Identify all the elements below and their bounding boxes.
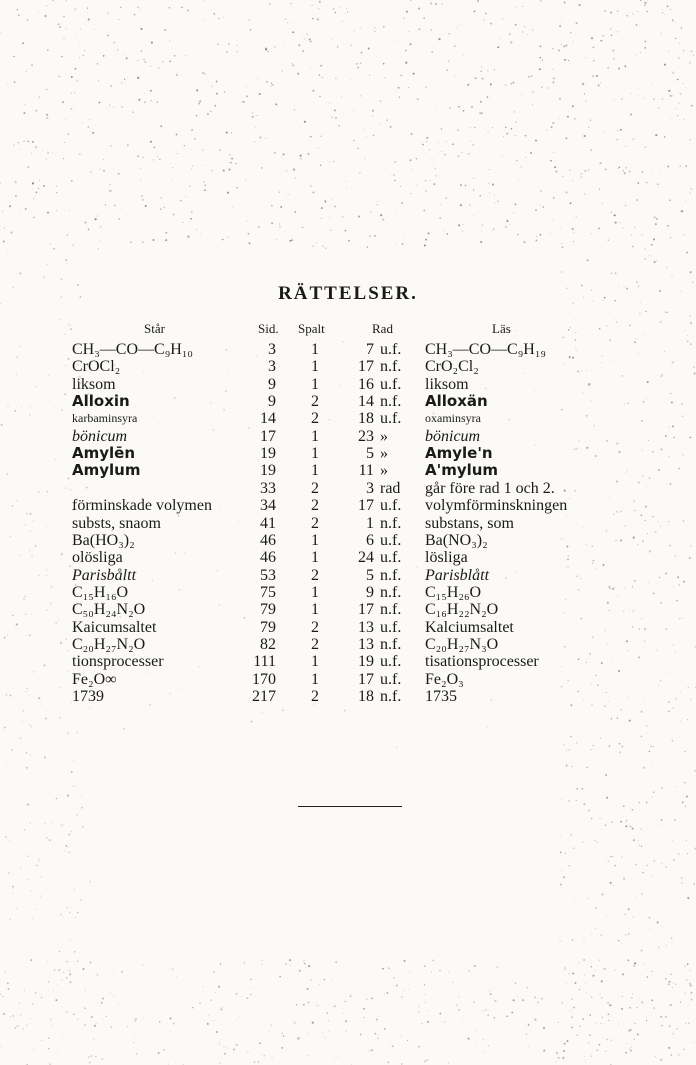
- cell-rad-position: »: [380, 445, 388, 463]
- cell-rad-number: 1: [366, 514, 374, 532]
- cell-las: substans, som: [425, 514, 514, 532]
- errata-row: [0, 497, 696, 514]
- cell-rad-position: n.f.: [380, 635, 402, 653]
- cell-rad-position: »: [380, 427, 388, 445]
- cell-rad-position: u.f.: [380, 410, 402, 428]
- cell-sid: 46: [260, 531, 276, 549]
- header-sid: Sid.: [258, 321, 279, 336]
- cell-star: C₂₀H₂₇N₂O: [72, 635, 146, 653]
- cell-sid: 53: [260, 566, 276, 584]
- cell-sid: 33: [260, 479, 276, 497]
- cell-rad-position: n.f.: [380, 358, 402, 376]
- cell-spalt: 1: [311, 653, 319, 671]
- errata-row: [0, 549, 696, 566]
- cell-rad-number: 13: [358, 618, 374, 636]
- cell-spalt: 1: [311, 531, 319, 549]
- cell-star: Fe₂O∞: [72, 670, 117, 688]
- cell-las: tisationsprocesser: [425, 653, 539, 671]
- cell-sid: 217: [252, 688, 276, 705]
- cell-sid: 75: [260, 583, 276, 601]
- cell-spalt: 1: [311, 427, 319, 445]
- cell-spalt: 2: [311, 635, 319, 653]
- cell-spalt: 1: [311, 341, 319, 358]
- cell-star: Parisbåltt: [72, 566, 137, 584]
- cell-sid: 9: [268, 375, 276, 393]
- cell-rad-number: 17: [358, 497, 374, 515]
- cell-las: Kalciumsaltet: [425, 618, 514, 636]
- header-las: Läs: [492, 321, 511, 336]
- errata-row: [0, 619, 696, 636]
- cell-sid: 19: [260, 462, 276, 480]
- errata-row: [0, 393, 696, 410]
- cell-rad-position: n.f.: [380, 601, 402, 619]
- cell-sid: 79: [260, 601, 276, 619]
- cell-las: Parisblått: [425, 566, 490, 584]
- errata-row: [0, 636, 696, 653]
- cell-rad-number: 3: [366, 479, 374, 497]
- errata-row: [0, 671, 696, 688]
- cell-sid: 17: [260, 427, 276, 445]
- cell-sid: 82: [260, 635, 276, 653]
- cell-las: volymförminskningen: [425, 497, 568, 515]
- cell-rad-number: 13: [358, 635, 374, 653]
- cell-star: 1739: [72, 688, 104, 705]
- cell-sid: 19: [260, 445, 276, 463]
- cell-rad-number: 17: [358, 358, 374, 376]
- cell-spalt: 2: [311, 497, 319, 515]
- cell-spalt: 2: [311, 410, 319, 428]
- cell-sid: 14: [260, 410, 276, 428]
- cell-las: 1735: [425, 688, 457, 705]
- cell-spalt: 2: [311, 479, 319, 497]
- cell-rad-number: 18: [358, 688, 374, 705]
- cell-rad-number: 17: [358, 601, 374, 619]
- cell-rad-position: u.f.: [380, 497, 402, 515]
- errata-row: [0, 515, 696, 532]
- cell-rad-number: 24: [358, 549, 374, 567]
- cell-spalt: 2: [311, 566, 319, 584]
- cell-star: Alloxin: [72, 392, 130, 411]
- cell-spalt: 2: [311, 514, 319, 532]
- header-rad: Rad: [372, 321, 393, 336]
- cell-las: går före rad 1 och 2.: [425, 479, 555, 497]
- cell-las: liksom: [425, 375, 469, 393]
- cell-star: Amylum: [72, 461, 141, 480]
- cell-spalt: 1: [311, 670, 319, 688]
- closing-rule: [298, 806, 402, 807]
- cell-rad-number: 7: [366, 341, 374, 358]
- cell-star: CH₃—CO—C₉H₁₀: [72, 341, 193, 358]
- cell-rad-position: u.f.: [380, 653, 402, 671]
- cell-rad-position: n.f.: [380, 566, 402, 584]
- cell-rad-position: u.f.: [380, 341, 402, 358]
- cell-spalt: 2: [311, 618, 319, 636]
- cell-star: olösliga: [72, 549, 123, 567]
- errata-row: [0, 584, 696, 601]
- cell-spalt: 1: [311, 583, 319, 601]
- cell-las: C₁₆H₂₂N₂O: [425, 601, 499, 619]
- errata-row: [0, 376, 696, 393]
- cell-rad-number: 5: [366, 566, 374, 584]
- cell-rad-number: 11: [358, 462, 374, 480]
- cell-star: CrOCl₂: [72, 358, 121, 376]
- cell-sid: 170: [252, 670, 276, 688]
- cell-las: CH₃—CO—C₉H₁₉: [425, 341, 546, 358]
- cell-las: CrO₂Cl₂: [425, 358, 479, 376]
- cell-star: Amylēn: [72, 444, 136, 463]
- cell-sid: 3: [268, 358, 276, 376]
- cell-rad-position: n.f.: [380, 393, 402, 411]
- cell-rad-position: u.f.: [380, 670, 402, 688]
- cell-rad-number: 5: [366, 445, 374, 463]
- errata-row: [0, 688, 696, 705]
- errata-row: [0, 358, 696, 375]
- cell-las: lösliga: [425, 549, 468, 567]
- errata-row: [0, 462, 696, 479]
- cell-star: förminskade volymen: [72, 497, 212, 515]
- cell-sid: 79: [260, 618, 276, 636]
- cell-spalt: 1: [311, 549, 319, 567]
- cell-las: Ba(NO₃)₂: [425, 531, 488, 549]
- cell-rad-number: 17: [358, 670, 374, 688]
- cell-sid: 41: [260, 514, 276, 532]
- cell-rad-position: u.f.: [380, 375, 402, 393]
- errata-row: [0, 410, 696, 427]
- cell-las: Fe₂O₃: [425, 670, 464, 688]
- cell-spalt: 1: [311, 358, 319, 376]
- cell-star: Kaicumsaltet: [72, 618, 157, 636]
- header-star: Står: [144, 321, 165, 336]
- cell-rad-position: u.f.: [380, 549, 402, 567]
- cell-star: C₁₅H₁₆O: [72, 583, 129, 601]
- cell-las: Amyle'n: [425, 444, 493, 463]
- cell-rad-position: rad: [380, 479, 401, 497]
- errata-row: [0, 341, 696, 358]
- cell-rad-number: 18: [358, 410, 374, 428]
- cell-spalt: 1: [311, 462, 319, 480]
- cell-rad-number: 14: [358, 393, 374, 411]
- cell-spalt: 1: [311, 445, 319, 463]
- errata-row: [0, 480, 696, 497]
- cell-las: oxaminsyra: [425, 411, 481, 426]
- cell-las: A'mylum: [425, 461, 499, 480]
- cell-rad-position: »: [380, 462, 388, 480]
- cell-star: C₅₀H₂₄N₂O: [72, 601, 146, 619]
- cell-spalt: 2: [311, 393, 319, 411]
- cell-las: C₁₅H₂₆O: [425, 583, 482, 601]
- cell-las: bönicum: [425, 427, 481, 445]
- cell-star: liksom: [72, 375, 116, 393]
- cell-las: Alloxän: [425, 392, 488, 411]
- cell-star: bönicum: [72, 427, 128, 445]
- header-spalt: Spalt: [298, 321, 325, 336]
- cell-sid: 46: [260, 549, 276, 567]
- cell-rad-number: 16: [358, 375, 374, 393]
- errata-row: [0, 445, 696, 462]
- errata-row: [0, 567, 696, 584]
- cell-rad-number: 23: [358, 427, 374, 445]
- cell-rad-number: 6: [366, 531, 374, 549]
- page-title: RÄTTELSER.: [278, 283, 418, 304]
- cell-star: tionsprocesser: [72, 653, 164, 671]
- cell-las: C₂₀H₂₇N₃O: [425, 635, 499, 653]
- cell-star: substs, snaom: [72, 514, 161, 532]
- errata-row: [0, 601, 696, 618]
- errata-row: [0, 653, 696, 670]
- cell-rad-position: n.f.: [380, 688, 402, 705]
- cell-sid: 34: [260, 497, 276, 515]
- cell-spalt: 1: [311, 601, 319, 619]
- cell-sid: 9: [268, 393, 276, 411]
- cell-rad-number: 9: [366, 583, 374, 601]
- cell-spalt: 1: [311, 375, 319, 393]
- cell-rad-position: n.f.: [380, 514, 402, 532]
- cell-rad-position: u.f.: [380, 531, 402, 549]
- cell-star: Ba(HO₃)₂: [72, 531, 135, 549]
- cell-rad-number: 19: [358, 653, 374, 671]
- cell-sid: 111: [253, 653, 276, 671]
- cell-rad-position: u.f.: [380, 618, 402, 636]
- cell-sid: 3: [268, 341, 276, 358]
- errata-row: [0, 428, 696, 445]
- errata-row: [0, 532, 696, 549]
- cell-rad-position: n.f.: [380, 583, 402, 601]
- cell-spalt: 2: [311, 688, 319, 705]
- cell-star: karbaminsyra: [72, 411, 138, 426]
